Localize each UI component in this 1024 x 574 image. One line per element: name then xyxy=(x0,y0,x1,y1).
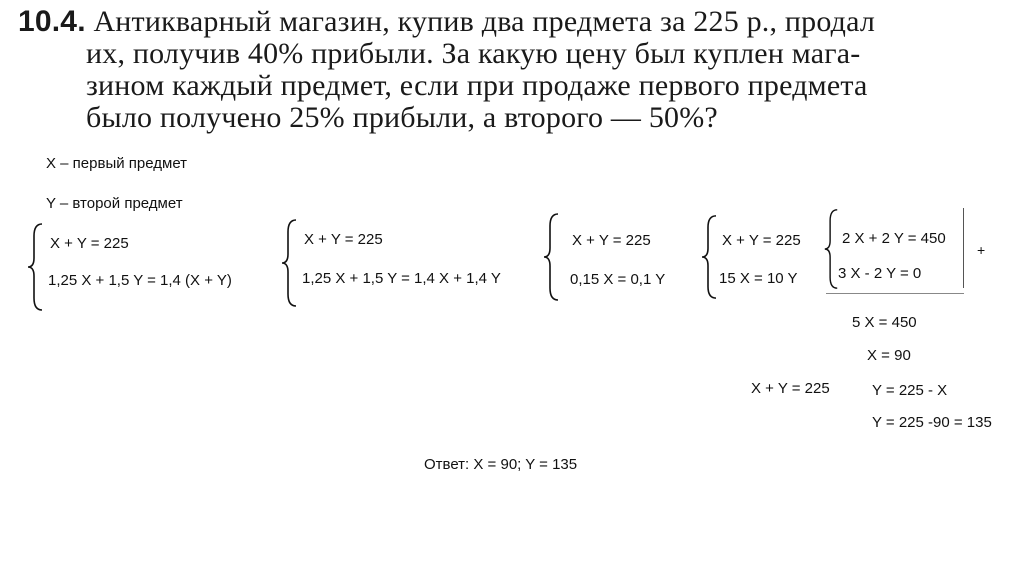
problem-line-2: их, получив 40% прибыли. За какую цену был куплен мага- xyxy=(86,37,861,70)
step-y-value: Y = 225 -90 = 135 xyxy=(872,414,992,431)
system-brace xyxy=(823,208,839,290)
problem-line-4: было получено 25% прибыли, а второго — 50%? xyxy=(86,101,718,134)
problem-text-1: Антикварный магазин, купив два предмета за 225 р., продал xyxy=(93,5,876,38)
system-brace xyxy=(700,214,718,300)
system-brace xyxy=(26,222,44,312)
system-brace xyxy=(280,218,298,308)
vertical-divider xyxy=(963,208,964,288)
system-4-equation-2: 15 X = 10 Y xyxy=(719,270,798,287)
system-2-equation-2: 1,25 X + 1,5 Y = 1,4 X + 1,4 Y xyxy=(302,270,501,287)
step-sum: 5 X = 450 xyxy=(852,314,917,331)
plus-sign: + xyxy=(977,242,986,258)
problem-line-1 xyxy=(18,6,875,37)
step-y-expression: Y = 225 - X xyxy=(872,382,948,399)
definition-y: Y – второй предмет xyxy=(46,195,183,212)
step-x-value: X = 90 xyxy=(867,347,911,364)
sum-underline xyxy=(826,293,964,294)
problem-number: 10.4. xyxy=(18,5,86,38)
answer: Ответ: X = 90; Y = 135 xyxy=(424,456,578,473)
system-2-equation-1: X + Y = 225 xyxy=(304,231,383,248)
system-3-equation-1: X + Y = 225 xyxy=(572,232,651,249)
system-5-equation-2: 3 X - 2 Y = 0 xyxy=(838,265,922,282)
system-3-equation-2: 0,15 X = 0,1 Y xyxy=(570,271,666,288)
system-5-equation-1: 2 X + 2 Y = 450 xyxy=(842,230,946,247)
system-brace xyxy=(542,212,560,302)
system-4-equation-1: X + Y = 225 xyxy=(722,232,801,249)
system-1-equation-2: 1,25 X + 1,5 Y = 1,4 (X + Y) xyxy=(48,272,232,289)
step-equation-again: X + Y = 225 xyxy=(751,380,830,397)
system-1-equation-1: X + Y = 225 xyxy=(50,235,129,252)
definition-x: X – первый предмет xyxy=(46,155,188,172)
problem-line-3: зином каждый предмет, если при продаже первого предмета xyxy=(86,69,868,102)
